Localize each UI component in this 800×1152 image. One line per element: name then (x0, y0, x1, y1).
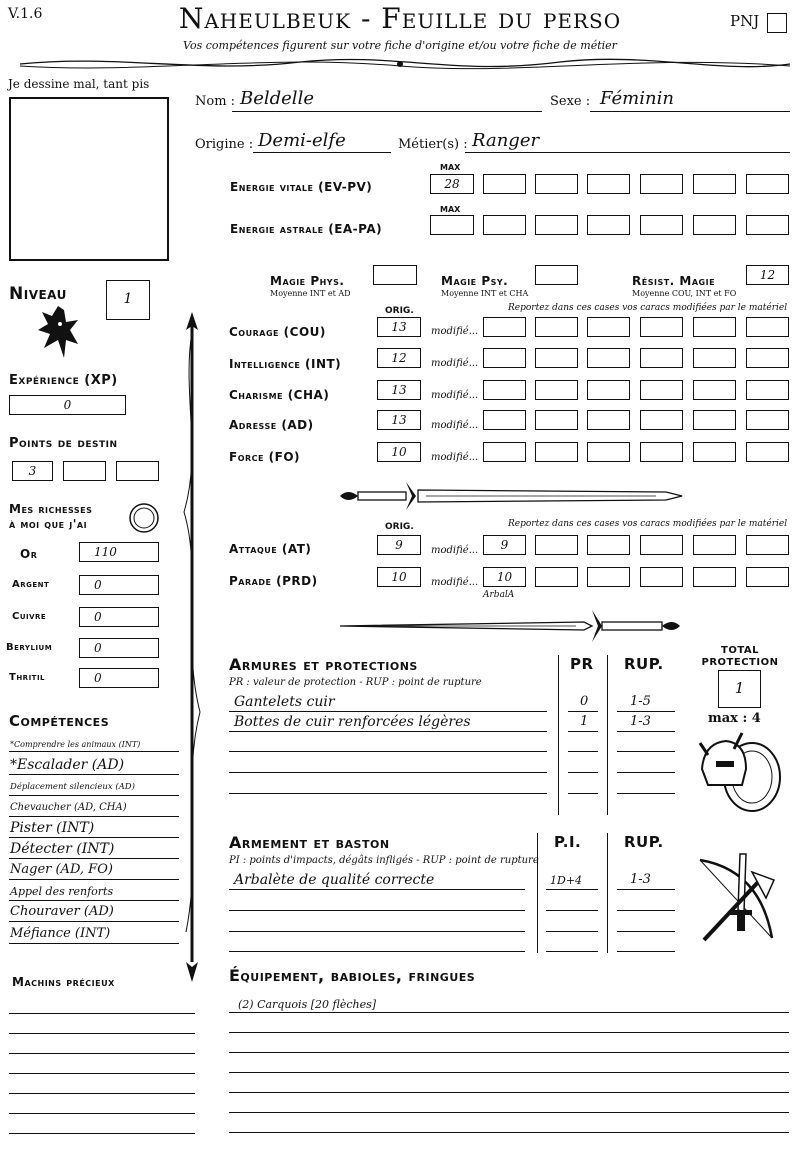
ad-label: Adresse (AD) (229, 418, 314, 432)
magie-psy-box[interactable] (535, 265, 578, 285)
sexe-line (590, 111, 790, 112)
pnj-label: PNJ (730, 12, 760, 30)
xp-box[interactable]: 0 (9, 395, 126, 415)
ad-modifie: modifié... (431, 420, 479, 431)
int-mod-box[interactable] (693, 348, 736, 368)
armures-col-pr: PR (570, 655, 594, 673)
skill-item: Détecter (INT) (10, 841, 115, 857)
resist-magie-label: Résist. Magie (632, 274, 716, 288)
sexe-value[interactable]: Féminin (600, 88, 674, 109)
richesses-label-line1: Mes richesses (9, 502, 93, 516)
equipement-line (229, 1072, 789, 1073)
cou-mod-box[interactable] (535, 317, 578, 337)
prd-mod-box[interactable] (746, 567, 789, 587)
at-mod-box[interactable] (587, 535, 630, 555)
destin-box[interactable]: 3 (12, 461, 53, 481)
ev-max-box[interactable]: 28 (430, 174, 474, 194)
arme-line (617, 910, 675, 911)
skill-item: Nager (AD, FO) (10, 862, 113, 877)
prd-label: Parade (PRD) (229, 574, 318, 588)
ad-mod-box[interactable] (746, 410, 789, 430)
equipement-line (229, 1052, 789, 1053)
weapons-icon (690, 850, 786, 950)
skill-line (9, 774, 179, 775)
armure-name[interactable]: Gantelets cuir (234, 694, 335, 710)
caracs-note: Reportez dans ces cases vos caracs modifiées par le matériel (508, 303, 788, 313)
prd-mod-box[interactable] (640, 567, 683, 587)
sexe-label: Sexe : (550, 94, 591, 109)
skill-item: Chouraver (AD) (10, 904, 114, 919)
armure-line (568, 711, 598, 712)
version-label: V.1.6 (8, 6, 43, 22)
equipement-line (229, 1092, 789, 1093)
equipement-item[interactable]: (2) Carquois [20 flèches] (238, 998, 377, 1011)
total-protection-label-2: PROTECTION (701, 657, 779, 668)
ad-mod-box[interactable] (535, 410, 578, 430)
ea-label: Energie astrale (EA-PA) (230, 222, 383, 236)
ev-box[interactable] (483, 174, 526, 194)
cou-modifie: modifié... (431, 326, 479, 337)
metier-label: Métier(s) : (398, 137, 468, 152)
cou-mod-box[interactable] (746, 317, 789, 337)
armure-line (568, 751, 598, 752)
skill-line (9, 879, 179, 880)
skill-line (9, 900, 179, 901)
sword-icon (336, 478, 686, 514)
ev-box[interactable] (746, 174, 789, 194)
cuivre-box[interactable]: 0 (79, 607, 159, 627)
cha-label: Charisme (CHA) (229, 388, 330, 402)
machins-line (9, 1013, 195, 1014)
armure-line (617, 711, 675, 712)
at-label: Attaque (AT) (229, 542, 312, 556)
prd-mod-note: ArbalA (483, 590, 515, 600)
fo-mod-box[interactable] (693, 442, 736, 462)
armure-line (229, 793, 547, 794)
competences-label: Compétences (9, 712, 110, 730)
metier-value[interactable]: Ranger (472, 130, 540, 151)
caracs-orig-label: ORIG. (385, 306, 414, 316)
at-orig-box[interactable]: 9 (377, 535, 421, 555)
machins-line (9, 1133, 195, 1134)
armure-line (229, 731, 547, 732)
sheet-title: Naheulbeuk - Feuille du perso (178, 2, 622, 35)
skill-line (9, 943, 179, 944)
skill-line (9, 858, 179, 859)
int-mod-box[interactable] (746, 348, 789, 368)
cou-mod-box[interactable] (640, 317, 683, 337)
total-protection-label (700, 645, 780, 669)
armure-pr[interactable]: 0 (580, 694, 589, 709)
origine-line (253, 152, 391, 153)
skill-item: Chevaucher (AD, CHA) (10, 802, 127, 813)
combat-orig-label: ORIG. (385, 522, 414, 532)
thritil-label: Thritil (9, 672, 46, 683)
int-modifie: modifié... (431, 358, 479, 369)
prd-mod-box[interactable] (587, 567, 630, 587)
ea-max-label: MAX (440, 205, 461, 214)
magie-phys-box[interactable] (373, 265, 417, 285)
int-orig-box[interactable]: 12 (377, 348, 421, 368)
sword-icon (336, 608, 686, 644)
magie-psy-label: Magie Psy. (441, 274, 509, 288)
arme-line (546, 889, 598, 890)
ea-box[interactable] (746, 215, 789, 235)
arme-name[interactable]: Arbalète de qualité correcte (234, 872, 435, 888)
prd-mod-box[interactable] (693, 567, 736, 587)
resist-magie-note: Moyenne COU, INT et FO (632, 289, 737, 298)
armure-line (568, 793, 598, 794)
portrait-frame[interactable] (9, 97, 169, 261)
ev-max-label: MAX (440, 163, 461, 172)
ad-mod-box[interactable] (483, 410, 526, 430)
fo-mod-box[interactable] (746, 442, 789, 462)
skill-line (9, 816, 179, 817)
ad-mod-box[interactable] (640, 410, 683, 430)
armement-label: Armement et baston (229, 833, 390, 852)
argent-box[interactable]: 0 (79, 575, 159, 595)
machins-label: Machins précieux (12, 975, 115, 989)
cha-mod-box[interactable] (587, 380, 630, 400)
prd-mod-box[interactable] (535, 567, 578, 587)
armement-note: PI : points d'impacts, dégâts infligés - RUP : point de rupture (229, 855, 539, 866)
thritil-box[interactable]: 0 (79, 668, 159, 688)
ea-box[interactable] (483, 215, 526, 235)
total-protection-box[interactable]: 1 (718, 670, 761, 708)
skill-item: Déplacement silencieux (AD) (10, 782, 135, 792)
prd-orig-box[interactable]: 10 (377, 567, 421, 587)
richesses-label-line2: à moi que j'ai (9, 517, 88, 531)
or-box[interactable]: 110 (79, 542, 159, 562)
berylium-box[interactable]: 0 (79, 638, 159, 658)
pnj-checkbox[interactable] (767, 13, 787, 33)
max-protection-note: max : 4 (708, 711, 761, 726)
fo-modifie: modifié... (431, 452, 479, 463)
machins-line (9, 1053, 195, 1054)
armure-line (568, 772, 598, 773)
at-modifie: modifié... (431, 545, 479, 556)
ad-mod-box[interactable] (693, 410, 736, 430)
ev-box[interactable] (693, 174, 736, 194)
armement-col-rup: RUP. (624, 833, 664, 851)
cou-orig-box[interactable]: 13 (377, 317, 421, 337)
armures-col-rup: RUP. (624, 655, 664, 673)
armure-line (568, 731, 598, 732)
helmet-shield-icon (694, 725, 784, 815)
ad-orig-box[interactable]: 13 (377, 410, 421, 430)
skill-item: *Escalader (AD) (10, 757, 125, 773)
arme-pi[interactable]: 1D+4 (550, 874, 583, 887)
dragon-icon (34, 302, 82, 362)
at-mod-box[interactable] (746, 535, 789, 555)
arme-line (617, 951, 675, 952)
armure-line (617, 731, 675, 732)
int-mod-box[interactable] (483, 348, 526, 368)
armure-name[interactable]: Bottes de cuir renforcées légères (234, 714, 471, 730)
arme-line (546, 931, 598, 932)
fo-mod-box[interactable] (483, 442, 526, 462)
armures-note: PR : valeur de protection - RUP : point de rupture (229, 677, 482, 688)
equipement-line (229, 1032, 789, 1033)
at-mod-box[interactable] (535, 535, 578, 555)
equipement-line (229, 1112, 789, 1113)
prd-modifie: modifié... (431, 577, 479, 588)
skill-line (9, 837, 179, 838)
skill-item: *Comprendre les animaux (INT) (10, 740, 141, 749)
armure-line (617, 772, 675, 773)
fo-label: Force (FO) (229, 450, 301, 464)
nom-line (232, 111, 542, 112)
armure-line (617, 793, 675, 794)
int-mod-box[interactable] (587, 348, 630, 368)
xp-label: Expérience (XP) (9, 373, 118, 388)
nom-label: Nom : (195, 94, 236, 109)
ev-box[interactable] (535, 174, 578, 194)
cou-mod-box[interactable] (587, 317, 630, 337)
nom-value[interactable]: Beldelle (240, 88, 314, 109)
cuivre-label: Cuivre (12, 611, 47, 622)
staff-decoration (180, 312, 204, 982)
fo-mod-box[interactable] (535, 442, 578, 462)
armure-line (229, 751, 547, 752)
equipement-line (229, 1132, 789, 1133)
equipement-label: Équipement, babioles, fringues (229, 966, 476, 985)
arme-line (546, 910, 598, 911)
ea-box[interactable] (535, 215, 578, 235)
argent-label: Argent (12, 579, 50, 590)
origine-value[interactable]: Demi-elfe (258, 130, 346, 151)
ea-box[interactable] (640, 215, 683, 235)
magie-phys-label: Magie Phys. (270, 274, 345, 288)
portrait-caption: Je dessine mal, tant pis (8, 77, 150, 91)
machins-line (9, 1073, 195, 1074)
origine-label: Origine : (195, 137, 254, 152)
armure-rup[interactable]: 1-5 (630, 694, 651, 709)
total-protection-label-1: TOTAL (721, 645, 759, 656)
or-label: Or (20, 547, 38, 561)
armement-divider (537, 833, 538, 953)
arme-line (229, 951, 525, 952)
fo-mod-box[interactable] (640, 442, 683, 462)
richesses-label (9, 502, 92, 532)
magie-psy-note: Moyenne INT et CHA (441, 289, 529, 298)
fo-mod-box[interactable] (587, 442, 630, 462)
ea-box[interactable] (587, 215, 630, 235)
at-mod-box[interactable] (693, 535, 736, 555)
arme-line (546, 951, 598, 952)
cha-mod-box[interactable] (483, 380, 526, 400)
at-mod-box[interactable]: 9 (483, 535, 526, 555)
machins-line (9, 1033, 195, 1034)
combat-note: Reportez dans ces cases vos caracs modifiées par le matériel (508, 519, 788, 529)
niveau-box[interactable]: 1 (106, 280, 150, 320)
armures-label: Armures et protections (229, 655, 418, 674)
int-mod-box[interactable] (535, 348, 578, 368)
skill-line (9, 795, 179, 796)
armement-divider (607, 833, 608, 953)
ad-mod-box[interactable] (587, 410, 630, 430)
armures-divider (558, 655, 559, 815)
cou-label: Courage (COU) (229, 325, 326, 339)
skill-item: Appel des renforts (10, 885, 114, 898)
skill-line (9, 751, 179, 752)
armure-pr[interactable]: 1 (580, 714, 589, 729)
cha-mod-box[interactable] (693, 380, 736, 400)
ev-box[interactable] (640, 174, 683, 194)
cha-modifie: modifié... (431, 390, 479, 401)
arme-line (617, 931, 675, 932)
arme-line (229, 931, 525, 932)
cha-mod-box[interactable] (535, 380, 578, 400)
armure-line (229, 772, 547, 773)
machins-line (9, 1093, 195, 1094)
cou-mod-box[interactable] (483, 317, 526, 337)
destin-label: Points de destin (9, 436, 118, 451)
skill-item: Pister (INT) (10, 820, 95, 836)
sheet-subtitle: Vos compétences figurent sur votre fiche d'origine et/ou votre fiche de métier (183, 39, 617, 52)
cou-mod-box[interactable] (693, 317, 736, 337)
arme-rup[interactable]: 1-3 (630, 872, 651, 887)
destin-box[interactable] (63, 461, 106, 481)
skill-item: Méfiance (INT) (10, 926, 111, 941)
cha-mod-box[interactable] (640, 380, 683, 400)
ev-box[interactable] (587, 174, 630, 194)
destin-box[interactable] (116, 461, 159, 481)
ea-max-box[interactable] (430, 215, 474, 235)
prd-mod-box[interactable]: 10 (483, 567, 526, 587)
coin-icon (128, 502, 160, 534)
ev-label: Energie vitale (EV-PV) (230, 180, 373, 194)
armure-rup[interactable]: 1-3 (630, 714, 651, 729)
decorative-border (0, 52, 800, 76)
metier-line (465, 152, 790, 153)
at-mod-box[interactable] (640, 535, 683, 555)
int-mod-box[interactable] (640, 348, 683, 368)
equipement-line (229, 1012, 789, 1013)
cha-orig-box[interactable]: 13 (377, 380, 421, 400)
arme-line (229, 910, 525, 911)
armure-line (229, 711, 547, 712)
skill-line (9, 921, 179, 922)
magie-phys-note: Moyenne INT et AD (270, 289, 351, 298)
arme-line (617, 889, 675, 890)
arme-line (229, 889, 525, 890)
cha-mod-box[interactable] (746, 380, 789, 400)
fo-orig-box[interactable]: 10 (377, 442, 421, 462)
armures-divider (607, 655, 608, 815)
berylium-label: Berylium (6, 642, 53, 653)
armure-line (617, 751, 675, 752)
int-label: Intelligence (INT) (229, 357, 342, 371)
machins-line (9, 1113, 195, 1114)
niveau-label: Niveau (9, 284, 67, 304)
armement-col-pi: P.I. (554, 833, 582, 851)
resist-magie-box[interactable]: 12 (746, 265, 789, 285)
ea-box[interactable] (693, 215, 736, 235)
